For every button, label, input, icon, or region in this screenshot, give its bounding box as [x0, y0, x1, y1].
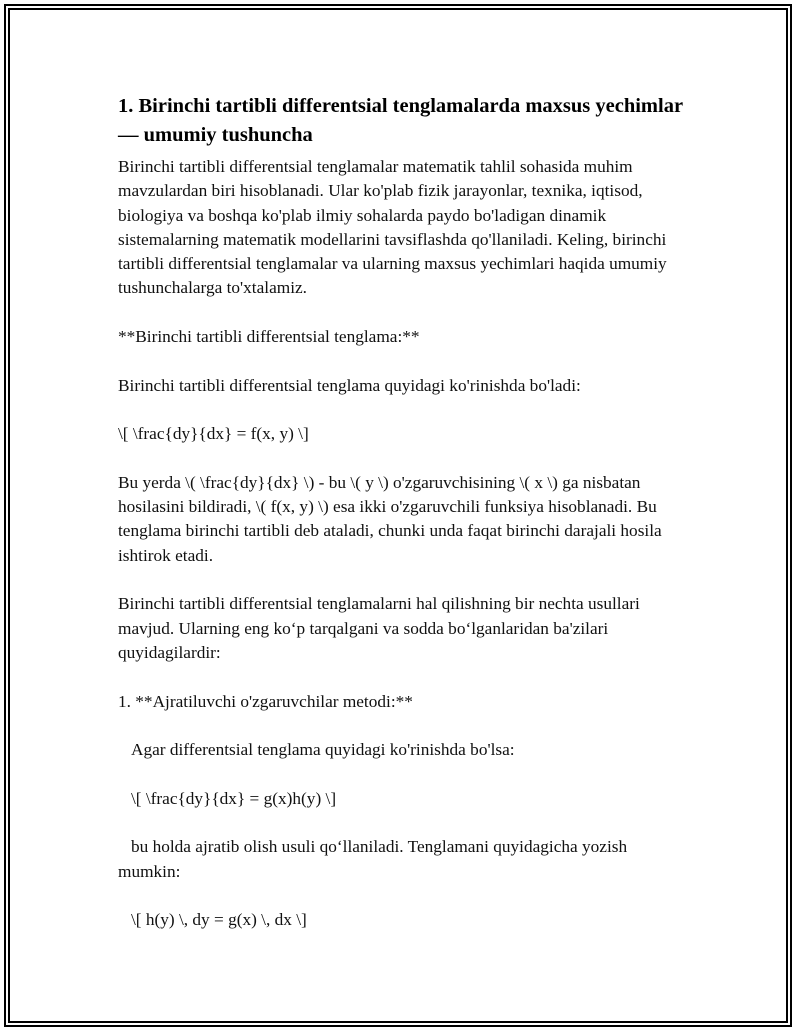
- document-body: [118, 92, 688, 957]
- paragraph-equation-intro: Birinchi tartibli differentsial tenglama quyidagi ko'rinishda bo'ladi:: [118, 375, 581, 395]
- paragraph-methods: Birinchi tartibli differentsial tenglamalarni hal qilishning bir nechta usullari mavjud. Ularning eng ko‘p tarqalgani va sodda bo‘lganlaridan ba'zilari quyidagilardir:: [118, 594, 645, 662]
- paragraph-separable-method: bu holda ajratib olish usuli qo‘llaniladi. Tenglamani quyidagicha yozish mumkin:: [118, 837, 632, 881]
- equation-separable: \[ \frac{dy}{dx} = g(x)h(y) \]: [118, 788, 337, 808]
- paragraph-separable-condition: Agar differentsial tenglama quyidagi ko'rinishda bo'lsa:: [118, 740, 515, 760]
- paragraph-explanation: Bu yerda \( \frac{dy}{dx} \) - bu \( y \) o'zgaruvchisining \( x \) ga nisbatan hosilasini bildiradi, \( f(x, y) \) esa ikki o'zgaruvchili funksiya hisoblanadi. Bu tenglama birinchi tartibli deb ataladi, chunki unda faqat birinchi darajali hosila ishtirok etadi.: [118, 472, 667, 565]
- paragraph-intro: Birinchi tartibli differentsial tenglamalar matematik tahlil sohasida muhim mavzulardan biri hisoblanadi. Ular ko'plab fizik jarayonlar, texnika, iqtisod, biologiya va boshqa ko'plab ilmiy sohalarda paydo bo'ladigan dinamik sistemalarning matematik modellarini tavsiflashda qo'llaniladi. Keling, birinchi tartibli differentsial tenglamalar va ularning maxsus yechimlari haqida umumiy tushunchalarga to'xtalamiz.: [118, 157, 672, 298]
- equation-general: \[ \frac{dy}{dx} = f(x, y) \]: [118, 424, 309, 444]
- section-title: 1. Birinchi tartibli differentsial tenglamalarda maxsus yechimlar — umumiy tushuncha: [118, 95, 683, 146]
- list-item-separable-heading: 1. **Ajratiluvchi o'zgaruvchilar metodi:**: [118, 691, 413, 711]
- paragraph-heading-equation: **Birinchi tartibli differentsial tenglama:**: [118, 327, 420, 347]
- equation-separated: \[ h(y) \, dy = g(x) \, dx \]: [118, 910, 307, 930]
